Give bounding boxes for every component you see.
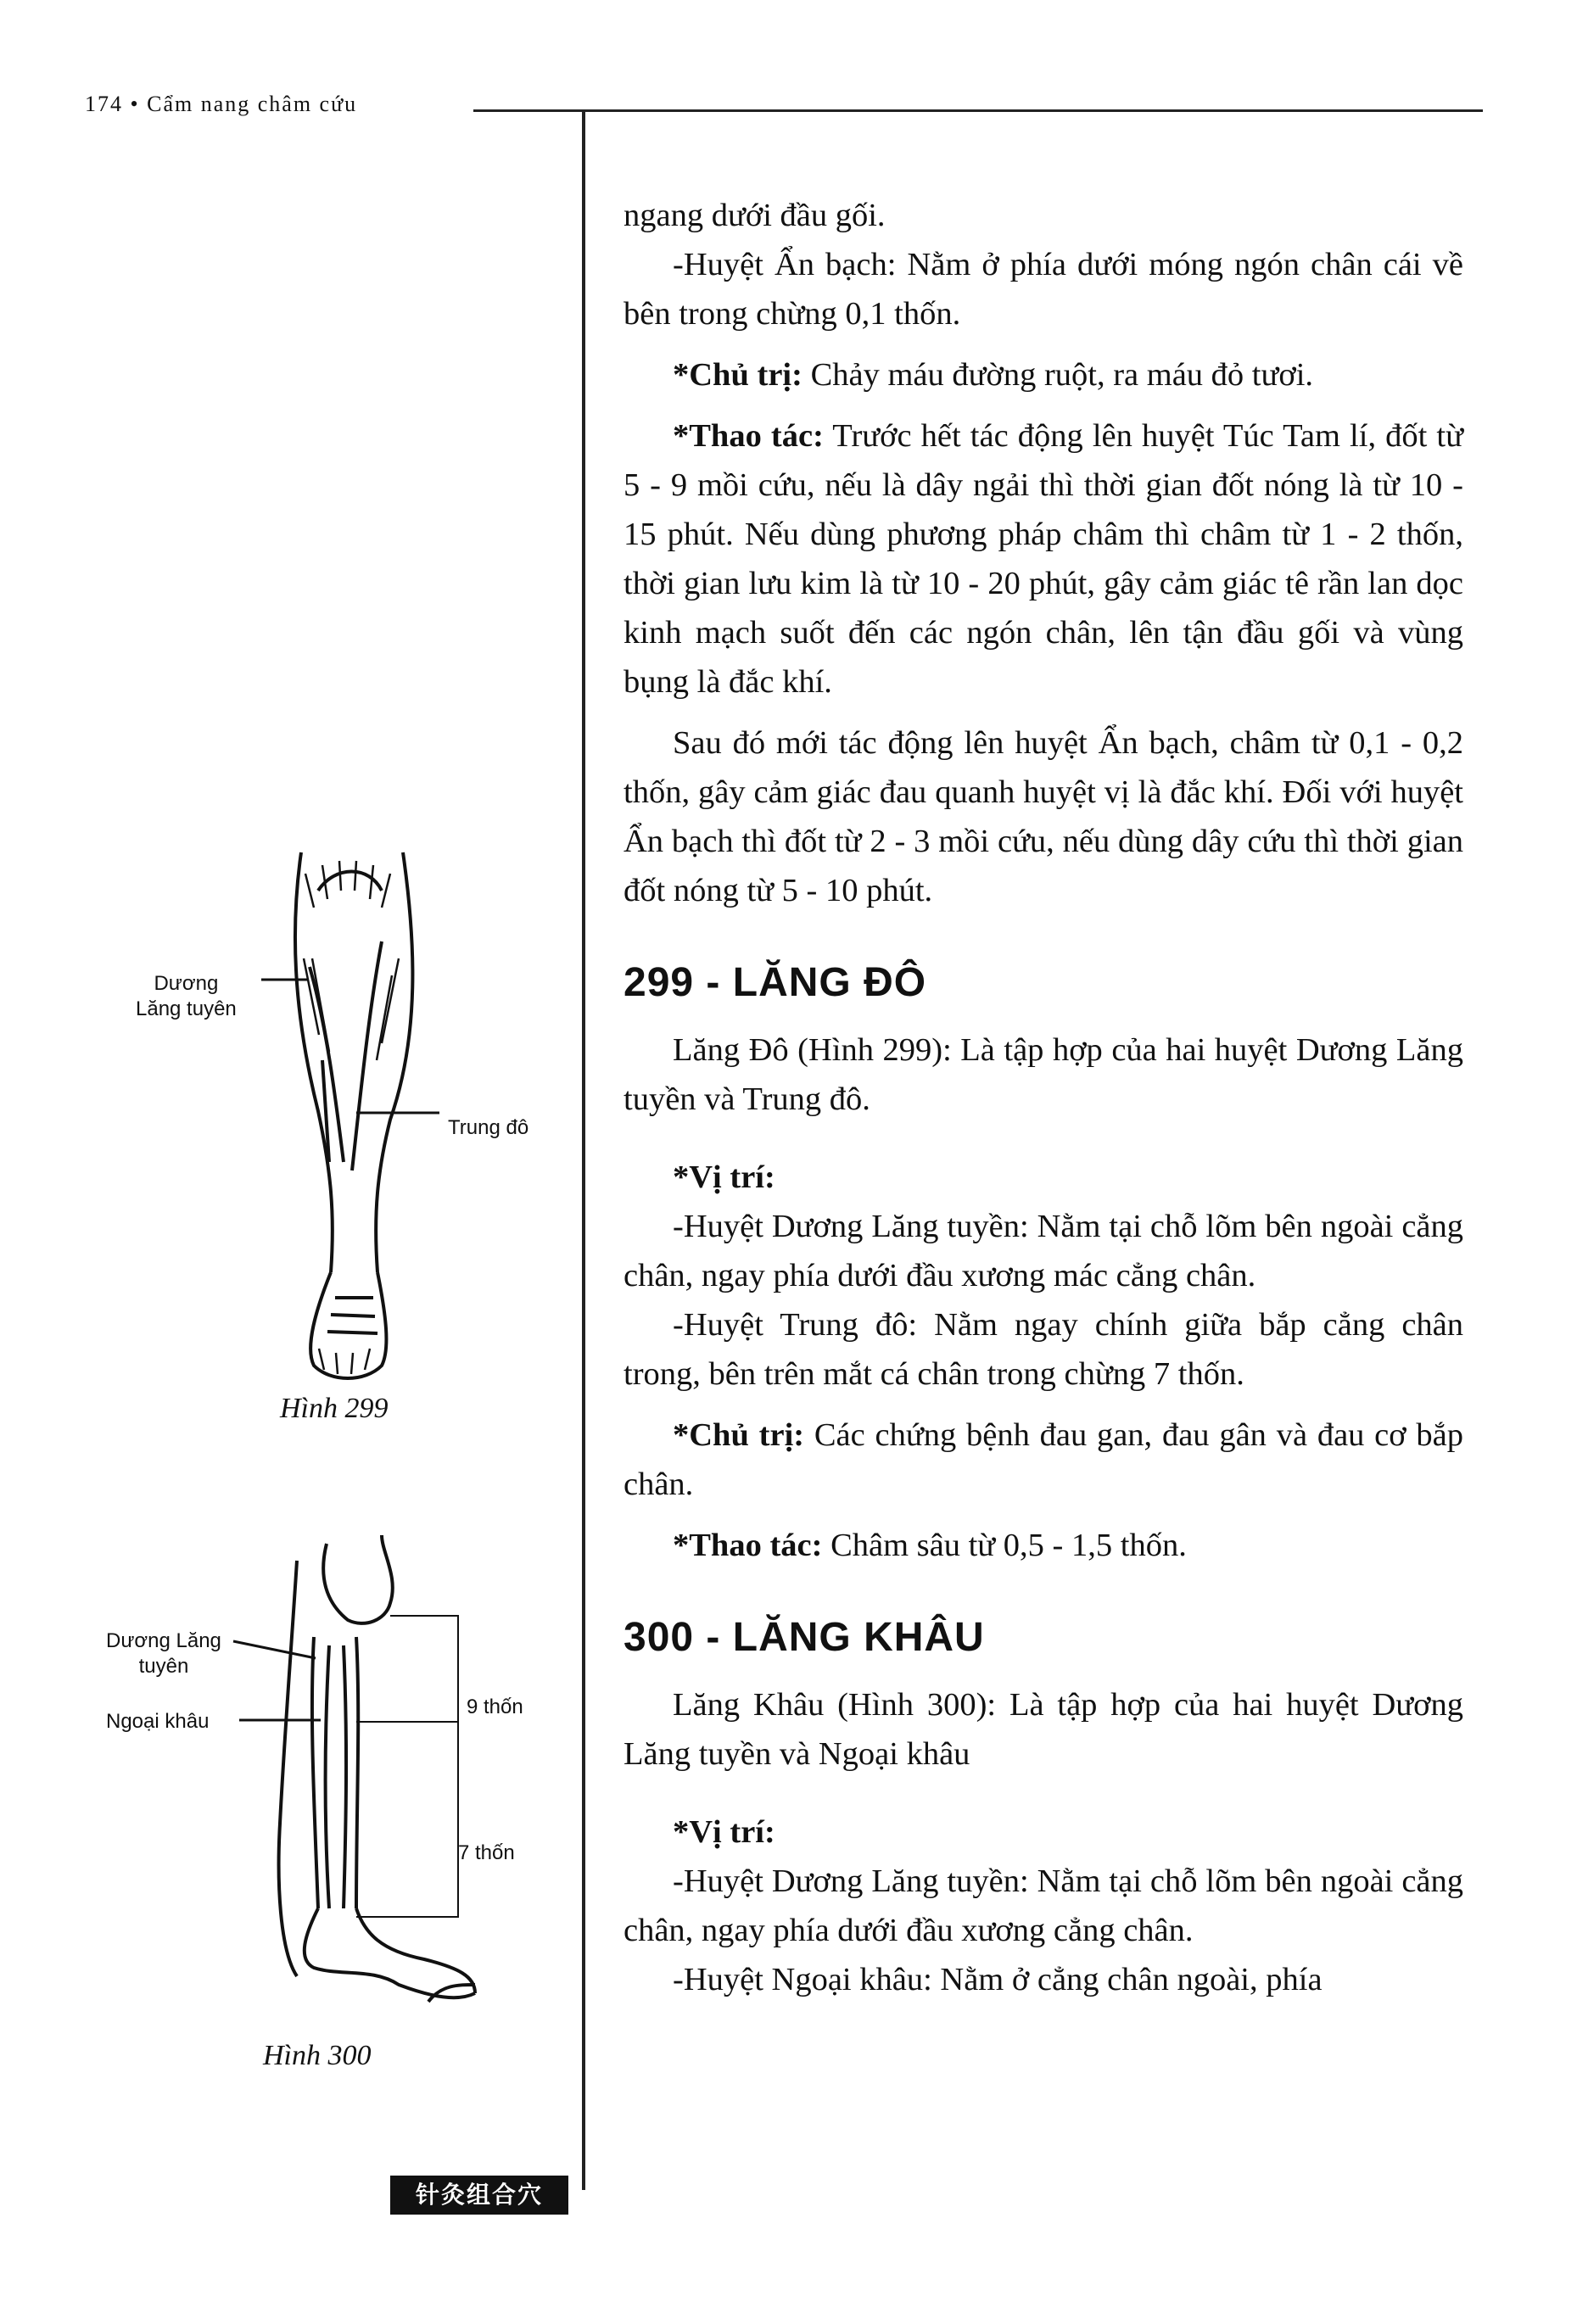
figure-299-caption: Hình 299 — [280, 1393, 389, 1424]
text-chu-tri: Chảy máu đường ruột, ra máu đỏ tươi. — [802, 357, 1314, 393]
section-heading-299: 299 - LĂNG ĐÔ — [624, 960, 927, 1005]
paragraph: -Huyệt Dương Lăng tuyền: Nằm tại chỗ lõm bên ngoài cẳng chân, ngay phía dưới đầu xương cẳng chân. — [624, 1863, 1463, 1948]
figure-300 — [102, 1527, 577, 2120]
label-thao-tac: *Thao tác: — [673, 418, 824, 454]
header-rule — [473, 109, 1483, 112]
label-chu-tri: *Chủ trị: — [673, 1417, 805, 1453]
running-header: 174 • Cẩm nang châm cứu — [85, 92, 358, 116]
label-7-thon: 7 thốn — [458, 1841, 515, 1864]
paragraph-chu-tri — [624, 1411, 1463, 1509]
label-trung-do: Trung đô — [448, 1116, 529, 1139]
text-thao-tac: Châm sâu từ 0,5 - 1,5 thốn. — [822, 1528, 1187, 1563]
label-thao-tac: *Thao tác: — [673, 1528, 823, 1563]
leader-line-duong-300 — [233, 1641, 316, 1658]
leg-muscle-drawing — [127, 840, 568, 1450]
main-text-column — [624, 191, 1463, 2004]
leg-bone-drawing — [102, 1527, 577, 2120]
text-chu-tri: Các chứng bệnh đau gan, đau gân và đau cơ bắp chân. — [624, 1417, 1463, 1502]
paragraph: -Huyệt Ẩn bạch: Nằm ở phía dưới móng ngón chân cái về bên trong chừng 0,1 thốn. — [624, 247, 1463, 332]
text-thao-tac: Trước hết tác động lên huyệt Túc Tam lí, đốt từ 5 - 9 mồi cứu, nếu là dây ngải thì thời gian đốt nóng là từ 10 - 15 phút. Nếu dùng phương pháp châm thì châm từ 1 - 2 thốn, thời gian lưu kim là từ 10 - 20 phút, gây cảm giác tê rần lan dọc kinh mạch suốt đến các ngón chân, lên tận đầu gối và vùng bụng là đắc khí. — [624, 418, 1463, 700]
label-9-thon: 9 thốn — [467, 1696, 523, 1718]
paragraph: -Huyệt Trung đô: Nằm ngay chính giữa bắp cẳng chân trong, bên trên mắt cá chân trong chừng 7 thốn. — [624, 1307, 1463, 1392]
label-chu-tri: *Chủ trị: — [673, 357, 802, 393]
footer-badge — [390, 2176, 730, 2215]
paragraph: -Huyệt Ngoại khâu: Nằm ở cẳng chân ngoài, phía — [673, 1962, 1323, 1997]
figure-299 — [127, 840, 568, 1450]
label-duong-lang-tuyen-300: Dương Lăng tuyên — [106, 1629, 221, 1678]
column-divider — [582, 112, 585, 2190]
paragraph: Lăng Đô (Hình 299): Là tập hợp của hai huyệt Dương Lăng tuyền và Trung đô. — [624, 1032, 1463, 1117]
paragraph-chu-tri — [624, 350, 1463, 399]
section-heading-300: 300 - LĂNG KHÂU — [624, 1615, 985, 1660]
paragraph-thao-tac — [624, 411, 1463, 707]
page-header — [85, 92, 1476, 126]
label-vi-tri: *Vị trí: — [673, 1159, 775, 1195]
figure-300-caption: Hình 300 — [263, 2040, 372, 2071]
paragraph: Lăng Khâu (Hình 300): Là tập hợp của hai huyệt Dương Lăng tuyền và Ngoại khâu — [624, 1687, 1463, 1772]
label-ngoai-khau: Ngoại khâu — [106, 1710, 210, 1733]
paragraph: ngang dưới đầu gối. — [624, 198, 886, 233]
label-duong-lang-tuyen: Dương Lăng tuyên — [136, 972, 237, 1020]
paragraph: Sau đó mới tác động lên huyệt Ẩn bạch, châm từ 0,1 - 0,2 thốn, gây cảm giác đau quanh huyệt vị là đắc khí. Đối với huyệt Ẩn bạch thì đốt từ 2 - 3 mồi cứu, nếu dùng dây cứu thì thời gian đốt nóng từ 5 - 10 phút. — [624, 725, 1463, 908]
paragraph: -Huyệt Dương Lăng tuyền: Nằm tại chỗ lõm bên ngoài cẳng chân, ngay phía dưới đầu xương mác cẳng chân. — [624, 1209, 1463, 1293]
footer-badge-text: 针灸组合穴 — [390, 2176, 568, 2215]
label-vi-tri: *Vị trí: — [673, 1814, 775, 1850]
paragraph-thao-tac — [624, 1521, 1463, 1570]
